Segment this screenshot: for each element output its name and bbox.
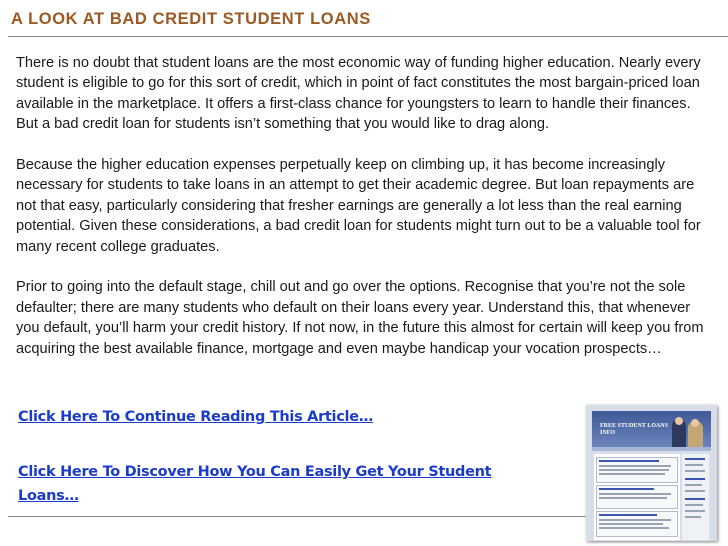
paragraph-2: Because the higher education expenses perpetually keep on climbing up, it has become increasingly necessary for students to take loans in an attempt to get their academic degree. But loan repayments are not that easy, particularly considering that fresher earnings are generally a lot less than the real earning potential. Given these considerations, a bad credit loan for students might turn out to be a valuable tool for many recent college graduates.: [16, 157, 701, 255]
thumbnail-text-line: [599, 473, 665, 475]
thumbnail-sidebar-line: [685, 498, 705, 500]
thumbnail-header: [592, 411, 711, 447]
thumbnail-main-column: [594, 454, 680, 540]
student-head-icon: [691, 419, 699, 427]
thumbnail-text-line: [599, 488, 654, 490]
student-head-icon: [675, 417, 683, 425]
website-thumbnail[interactable]: [586, 405, 717, 541]
thumbnail-sidebar-line: [685, 490, 705, 492]
thumbnail-text-line: [599, 460, 659, 462]
bottom-divider: [8, 516, 586, 517]
thumbnail-sidebar-line: [685, 464, 703, 466]
thumbnail-text-line: [599, 493, 671, 495]
thumbnail-sidebar-line: [685, 470, 705, 472]
thumbnail-text-line: [599, 469, 669, 471]
title-divider: [8, 36, 728, 37]
discover-loans-link[interactable]: Click Here To Discover How You Can Easily Get Your Student Loans…: [18, 464, 492, 504]
article-body: [16, 53, 716, 379]
paragraph-3: Prior to going into the default stage, chill out and go over the options. Recognise that you’re not the sole defaulter; there are many students who default on their loans every year. Understand this, that whenever you default, you’ll harm your credit history. If not now, in the future this almost for certain will keep you from acquiring the best available finance, mortgage and even maybe handicap your vocation prospects…: [16, 279, 704, 357]
thumbnail-header-subtitle: INFO: [600, 430, 615, 436]
paragraph-1: There is no doubt that student loans are the most economic way of funding higher education. Nearly every student is eligible to go for this sort of credit, which in point of fact constitutes the most bargain-priced loan available in the marketplace. It offers a first-class chance for youngsters to learn to handle their finances. But a bad credit loan for students isn’t something that you would like to drag along.: [16, 55, 701, 133]
thumbnail-sidebar-line: [685, 478, 705, 480]
thumbnail-text-line: [599, 519, 671, 521]
thumbnail-text-line: [599, 523, 663, 525]
thumbnail-sidebar-line: [685, 458, 705, 460]
thumbnail-text-line: [599, 465, 671, 467]
thumbnail-sidebar: [682, 454, 709, 540]
thumbnail-text-line: [599, 514, 657, 516]
thumbnail-text-line: [599, 527, 669, 529]
thumbnail-nav-bar: [592, 447, 711, 451]
continue-reading-link[interactable]: Click Here To Continue Reading This Article…: [18, 409, 373, 425]
thumbnail-sidebar-line: [685, 516, 701, 518]
page-title: A LOOK AT BAD CREDIT STUDENT LOANS: [11, 10, 371, 28]
thumbnail-sidebar-line: [685, 510, 705, 512]
thumbnail-sidebar-line: [685, 504, 703, 506]
thumbnail-header-title: FREE STUDENT LOANS: [600, 423, 668, 429]
thumbnail-sidebar-line: [685, 484, 702, 486]
thumbnail-text-line: [599, 497, 667, 499]
